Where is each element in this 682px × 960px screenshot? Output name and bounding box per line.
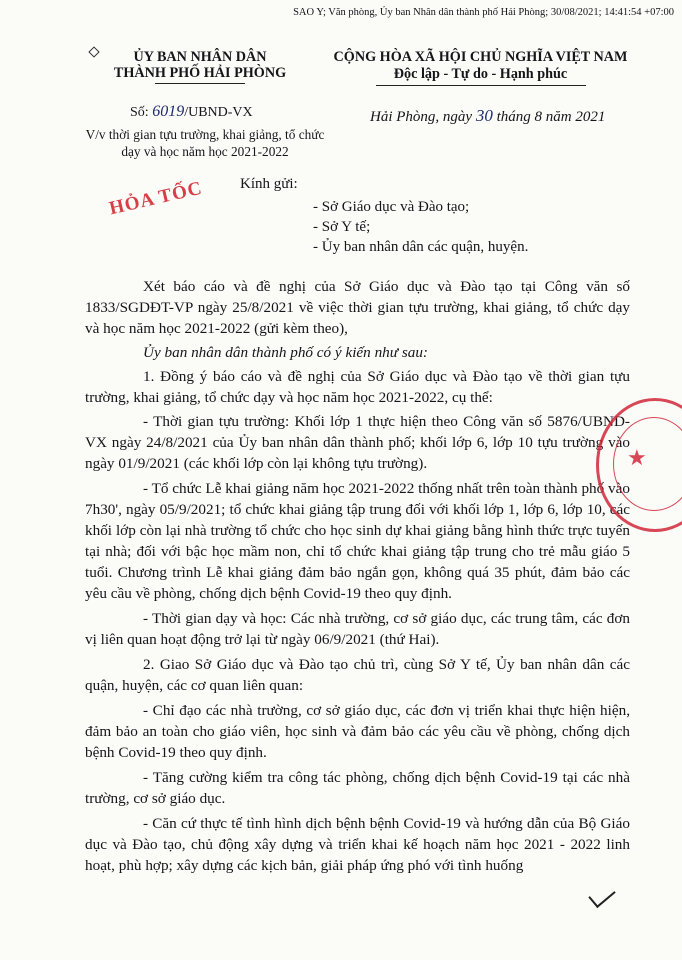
document-subject: V/v thời gian tựu trường, khai giảng, tổ chức dạy và học năm học 2021-2022 [85,127,325,159]
recipient-1: - Sở Giáo dục và Đào tạo; [313,199,470,215]
authority-line-1: ỦY BAN NHÂN DÂN [133,49,267,65]
date-after: tháng 8 năm 2021 [492,109,606,125]
digital-copy-note: SAO Y; Văn phòng, Ủy ban Nhân dân thành phố Hải Phòng; 30/08/2021; 14:41:54 +07:00 [293,7,674,18]
checkmark-icon [588,882,615,908]
paragraph-item-1: 1. Đồng ý báo cáo và đề nghị của Sở Giáo dục và Đào tạo về thời gian tựu trường, khai giảng, tổ chức dạy và học năm học 2021-2022, cụ thể: [85,368,630,406]
national-heading [318,49,643,86]
paragraph-teaching-time: - Thời gian dạy và học: Các nhà trường, cơ sở giáo dục, các trung tâm, các đơn vị liên quan hoạt động trở lại từ ngày 06/9/2021 (thứ Hai). [85,610,630,648]
paragraph-opinion: Ủy ban nhân dân thành phố có ý kiến như sau: [143,344,428,361]
date-day-handwritten: 30 [475,106,493,125]
number-handwritten: 6019 [152,103,185,120]
body-text [85,276,630,876]
motto-underline [376,85,586,86]
corner-mark-icon [88,46,99,57]
document-date [370,106,605,126]
motto: Độc lập - Tự do - Hạnh phúc [393,66,568,82]
paragraph-opening-ceremony: - Tổ chức Lễ khai giảng năm học 2021-2022 thống nhất trên toàn thành phố vào 7h30', ngày 05/9/2021; tổ chức khai giảng tập trung đối với khối lớp 1, lớp 6, lớp 10, các khối lớp còn lại nhà trường tổ chức cho học sinh dự khai giảng bằng hình thức trực tuyến tại nhà; đối với bậc học mầm non, chỉ tổ chức khai giảng tập trung cho trẻ mẫu giáo 5 tuổi. Chương trình Lễ khai giảng đảm bảo ngắn gọn, không quá 35 phút, đảm bảo các yêu cầu về phòng, chống dịch bệnh Covid-19 theo quy định. [85,480,630,602]
issuing-authority [100,49,300,84]
date-before: Hải Phòng, ngày [370,109,476,125]
authority-line-2: THÀNH PHỐ HẢI PHÒNG [113,65,287,81]
star-icon: ★ [627,445,647,470]
urgent-stamp: HỎA TỐC [107,177,205,220]
document-number [130,103,253,121]
paragraph-direct: - Chỉ đạo các nhà trường, cơ sở giáo dục, các đơn vị triển khai thực hiện hiện, đảm bảo an toàn cho giáo viên, học sinh và đảm bảo các yêu cầu về phòng, chống dịch bệnh Covid-19 theo quy định. [85,702,630,761]
paragraph-enrollment: - Thời gian tựu trường: Khối lớp 1 thực hiện theo Công văn số 5876/UBND-VX ngày 24/8/2021 của Ủy ban nhân dân thành phố; khối lớp 6, lớp 10 tựu trường vào ngày 01/9/2021 (các khối lớp còn lại không tựu trường). [85,413,630,472]
number-suffix: /UBND-VX [184,105,253,120]
paragraph-reference: Xét báo cáo và đề nghị của Sở Giáo dục và Đào tạo tại Công văn số 1833/SGDĐT-VP ngày 25/8/2021 về việc thời gian tựu trường, khai giảng, tổ chức dạy và học năm học 2021-2022 (gửi kèm theo), [85,278,630,337]
authority-underline [155,83,245,84]
paragraph-plan: - Căn cứ thực tế tình hình dịch bệnh bệnh Covid-19 và hướng dẫn của Bộ Giáo dục và Đào tạo, chủ động xây dựng và triển khai kế hoạch năm học 2021 - 2022 linh hoạt, phù hợp; xây dựng các kịch bản, giải pháp ứng phó với tình huống [85,815,630,874]
paragraph-item-2: 2. Giao Sở Giáo dục và Đào tạo chủ trì, cùng Sở Y tế, Ủy ban nhân dân các quận, huyện, các cơ quan liên quan: [85,656,630,694]
salutation: Kính gửi: [240,176,298,192]
country-name: CỘNG HÒA XÃ HỘI CHỦ NGHĨA VIỆT NAM [333,49,628,65]
number-prefix: Số: [130,105,153,120]
recipient-3: - Ủy ban nhân dân các quận, huyện. [313,239,529,255]
seal-inner-ring [613,417,682,511]
recipient-2: - Sở Y tế; [313,219,371,235]
paragraph-inspection: - Tăng cường kiểm tra công tác phòng, chống dịch bệnh Covid-19 tại các nhà trường, cơ sở giáo dục. [85,769,630,807]
